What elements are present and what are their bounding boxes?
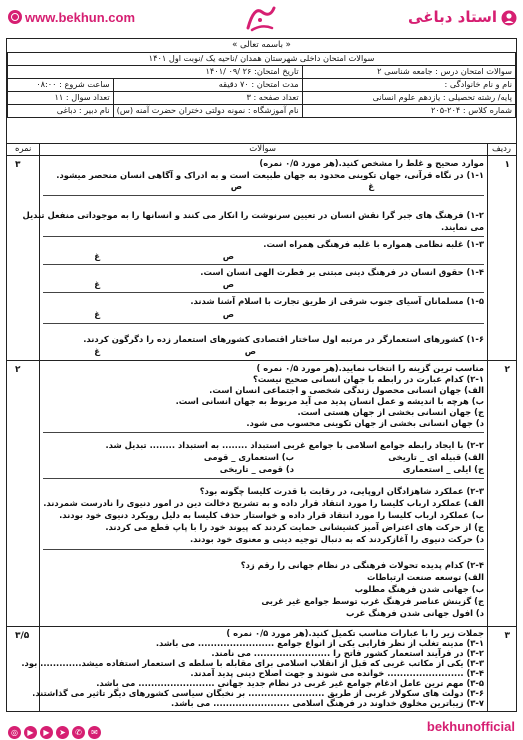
exam-title: سوالات امتحان داخلی شهرستان همدان /ناحیه یک /نوبت اول ۱۴۰۱	[8, 53, 516, 66]
option-a[interactable]: الف) عملکرد ارباب کلیسا را مورد انتقاد قرار داده و به تشریح دخالت دین در امور دنیوی را نادرست شمردند.	[43, 498, 484, 508]
student-name-field: نام و نام خانوادگی :	[302, 79, 515, 92]
class-number-field: شماره کلاس : ۲۰۴-۲۰۵	[302, 105, 515, 118]
blank-item-7: ۳-۷) زیباترین مخلوق خداوند در فرهنگ اسلامی ........................ می باشد.	[171, 698, 484, 708]
blank-item-2: ۳-۲) در فرآیند استعمار کشور فاتح را ........................ می نامند.	[211, 648, 484, 658]
question-score: ۳	[15, 160, 21, 170]
question-score: ۲	[15, 365, 21, 375]
option-d[interactable]: د) افول جهانی شدن فرهنگ غرب	[346, 608, 484, 618]
teacher-field: نام دبیر : دباغی	[8, 105, 114, 118]
statement-3: ۱-۳) غلبه نظامی همواره با غلبه فرهنگی همراه است.	[263, 239, 484, 249]
option-d[interactable]: د) حرکت دنیوی را آغازکردند که به دنبال توجیه دینی و معنوی خود بودند.	[189, 534, 484, 544]
statement-2: ۱-۲) فرهنگ های جبر گرا نقش انسان در تعیین سرنوشت را انکار می کنند و انسانها را به موجوداتی منفعل تبدیل	[22, 210, 484, 220]
blank-item-4: ۳-۴) ........................ خوانده می شوند و جهت اصلاح دینی پدید آمدند.	[190, 668, 484, 678]
pages-field: تعداد صفحه : ۳	[113, 92, 302, 105]
statement-1: ۱-۱) در نگاه قرآنی، جهان تکوینی محدود به جهان طبیعت است و به ادراک و آگاهی انسان منحصر میشود.	[56, 170, 484, 180]
top-banner	[0, 0, 523, 36]
option-a[interactable]: الف) قبیله ای _ تاریخی	[388, 452, 484, 462]
questions-count-field: تعداد سوال : ۱۱	[8, 92, 114, 105]
exam-paper	[6, 38, 517, 712]
sub-question-3: ۲-۳) عملکرد شاهزادگان اروپایی، در رقابت با قدرت کلیسا چگونه بود؟	[199, 486, 484, 496]
blank-item-5: ۳-۵) مهم ترین عامل ادغام جوامع غیر غربی در نظام جدید جهانی ........................ می باشد.	[96, 678, 484, 688]
youtube-icon[interactable]: ▶	[40, 726, 53, 739]
questions-column-label: سوالات	[249, 144, 276, 154]
false-option[interactable]: غ	[94, 346, 100, 356]
exam-date-field: تاریخ امتحان: ۲۶ /۰۹ /۱۴۰۱	[8, 66, 303, 79]
social-handle[interactable]: bekhunofficial	[426, 719, 515, 734]
divider	[43, 478, 484, 479]
start-time-field: ساعت شروع : ۰۸:۰۰	[8, 79, 114, 92]
user-icon	[501, 10, 517, 26]
option-c[interactable]: ج) گزینش عناصر فرهنگ غرب توسط جوامع غیر غربی	[261, 596, 484, 606]
question-body	[43, 361, 484, 626]
blank-item-1: ۳-۱) مدینه تغلب از نظر فارابی یکی از انواع جوامع ........................ می باشد.	[155, 638, 484, 648]
question-number: ۲	[504, 365, 510, 375]
statement-2-cont: می نمایند.	[440, 222, 484, 232]
blank-item-3: ۳-۳) یکی از مکاتب غربی که قبل از انقلاب اسلامی برای مقابله با سلطه ی استعمار استفاده میشد............. بود.	[21, 658, 484, 668]
question-number: ۳	[504, 631, 510, 641]
true-option[interactable]: ص	[222, 251, 234, 261]
duration-field: مدت امتحان : ۷۰ دقیقه	[113, 79, 302, 92]
question-instruction: جملات زیر را با عبارات مناسب تکمیل کنید.(هر مورد ۰/۵ نمره )	[226, 628, 484, 638]
option-b[interactable]: ب) عملکرد ارباب کلیسا را مورد انتقاد قرار داده و خواستار حذف کلیسا به دلیل رویکرد دنیوی خود بودند.	[59, 510, 484, 520]
column-header	[7, 143, 516, 156]
site-link[interactable]	[8, 10, 135, 25]
eitaa-icon[interactable]: ✉	[88, 726, 101, 739]
true-option[interactable]: ص	[222, 309, 234, 319]
divider	[43, 195, 484, 196]
false-option[interactable]: غ	[94, 309, 100, 319]
statement-5: ۱-۵) مسلمانان آسیای جنوب شرقی از طریق تجارت با اسلام آشنا شدند.	[190, 296, 484, 306]
divider	[43, 236, 484, 237]
statement-6: ۱-۶) کشورهای استعمارگر در مرتبه اول ساختار اقتصادی کشورهای استعمار زده را دگرگون کردند.	[83, 334, 484, 344]
aparat-icon[interactable]: ▶	[24, 726, 37, 739]
globe-icon	[8, 10, 22, 24]
subject-field: سوالات امتحان درس : جامعه شناسی ۲	[302, 66, 515, 79]
question-score: ۳/۵	[15, 631, 30, 641]
divider	[43, 432, 484, 433]
row-column-label: ردیف	[491, 144, 511, 154]
true-option[interactable]: ص	[222, 279, 234, 289]
true-option[interactable]: ص	[230, 181, 242, 191]
question-instruction: مناسب ترین گزینه را انتخاب نمایید.(هر مورد ۰/۵ نمره )	[256, 363, 484, 373]
question-3	[7, 627, 516, 713]
option-d[interactable]: د) قومی _ تاریخی	[219, 464, 294, 474]
option-c[interactable]: ج) جهان انسانی بخشی از جهان هستی است.	[297, 407, 484, 417]
bottom-banner	[0, 714, 523, 740]
social-links	[8, 720, 104, 739]
option-c[interactable]: ج) از حرکت های اعتراض آمیز کشیشانی حمایت کردند که پیوند خود را با پاپ قطع می کردند.	[105, 522, 484, 532]
brand-logo	[240, 2, 282, 34]
question-number: ۱	[504, 160, 510, 170]
grade-field: پایه/ رشته تحصیلی : یازدهم علوم انسانی	[302, 92, 515, 105]
divider	[43, 323, 484, 324]
instagram-icon[interactable]: ◎	[8, 726, 21, 739]
basmala: « باسمه تعالی »	[232, 40, 291, 50]
false-option[interactable]: غ	[94, 279, 100, 289]
divider	[43, 264, 484, 265]
question-1	[7, 156, 516, 361]
option-b[interactable]: ب) استعماری _ قومی	[203, 452, 294, 462]
question-instruction: موارد صحیح و غلط را مشخص کنید.(هر مورد ۰/۵ نمره)	[259, 158, 484, 168]
false-option[interactable]: غ	[368, 181, 374, 191]
option-b[interactable]: ب) هرچه با اندیشه و عمل انسان پدید می آید مربوط به جهان انسانی است.	[175, 396, 484, 406]
option-a[interactable]: الف) توسعه صنعت ارتباطات	[367, 572, 484, 582]
option-b[interactable]: ب) جهانی شدن فرهنگ مطلوب	[354, 584, 484, 594]
sub-question-2: ۲-۲) با ایجاد رابطه جوامع اسلامی با جوامع غربی استبداد ........ به استبداد ........ تبدیل شد.	[105, 440, 484, 450]
school-field: نام آموزشگاه : نمونه دولتی دختران حضرت آمنه (س)	[113, 105, 302, 118]
question-2	[7, 361, 516, 627]
telegram-icon[interactable]: ➤	[56, 726, 69, 739]
question-body	[22, 156, 484, 360]
sub-question-4: ۲-۴) کدام پدیده تحولات فرهنگی در نظام جهانی را رقم زد؟	[240, 560, 484, 570]
divider	[43, 549, 484, 550]
exam-header-table	[7, 52, 516, 118]
false-option[interactable]: غ	[94, 251, 100, 261]
true-option[interactable]: ص	[244, 346, 256, 356]
option-a[interactable]: الف) جهان انسانی محصول زندگی شخصی و اجتماعی انسان است.	[209, 385, 484, 395]
phone-icon[interactable]: ✆	[72, 726, 85, 739]
option-d[interactable]: د) جهان انسانی بخشی از جهان تکوینی محسوب می شود.	[246, 418, 484, 428]
question-body	[21, 627, 484, 713]
blank-item-6: ۳-۶) دولت های سکولار غربی از طریق ........................ بر نخبگان سیاسی کشورهای دیگر تاثیر می گذاشتند.	[32, 688, 484, 698]
score-column-label: نمره	[15, 144, 32, 154]
site-url: www.bekhun.com	[25, 10, 136, 25]
statement-4: ۱-۴) حقوق انسان در فرهنگ دینی مبتنی بر فطرت الهی انسان است.	[200, 267, 484, 277]
teacher-brand: استاد دباغی	[408, 8, 497, 26]
sub-question-1: ۲-۱) کدام عبارت در رابطه با جهان انسانی صحیح نیست؟	[252, 374, 484, 384]
option-c[interactable]: ج) ایلی _ استعماری	[402, 464, 484, 474]
divider	[43, 292, 484, 293]
